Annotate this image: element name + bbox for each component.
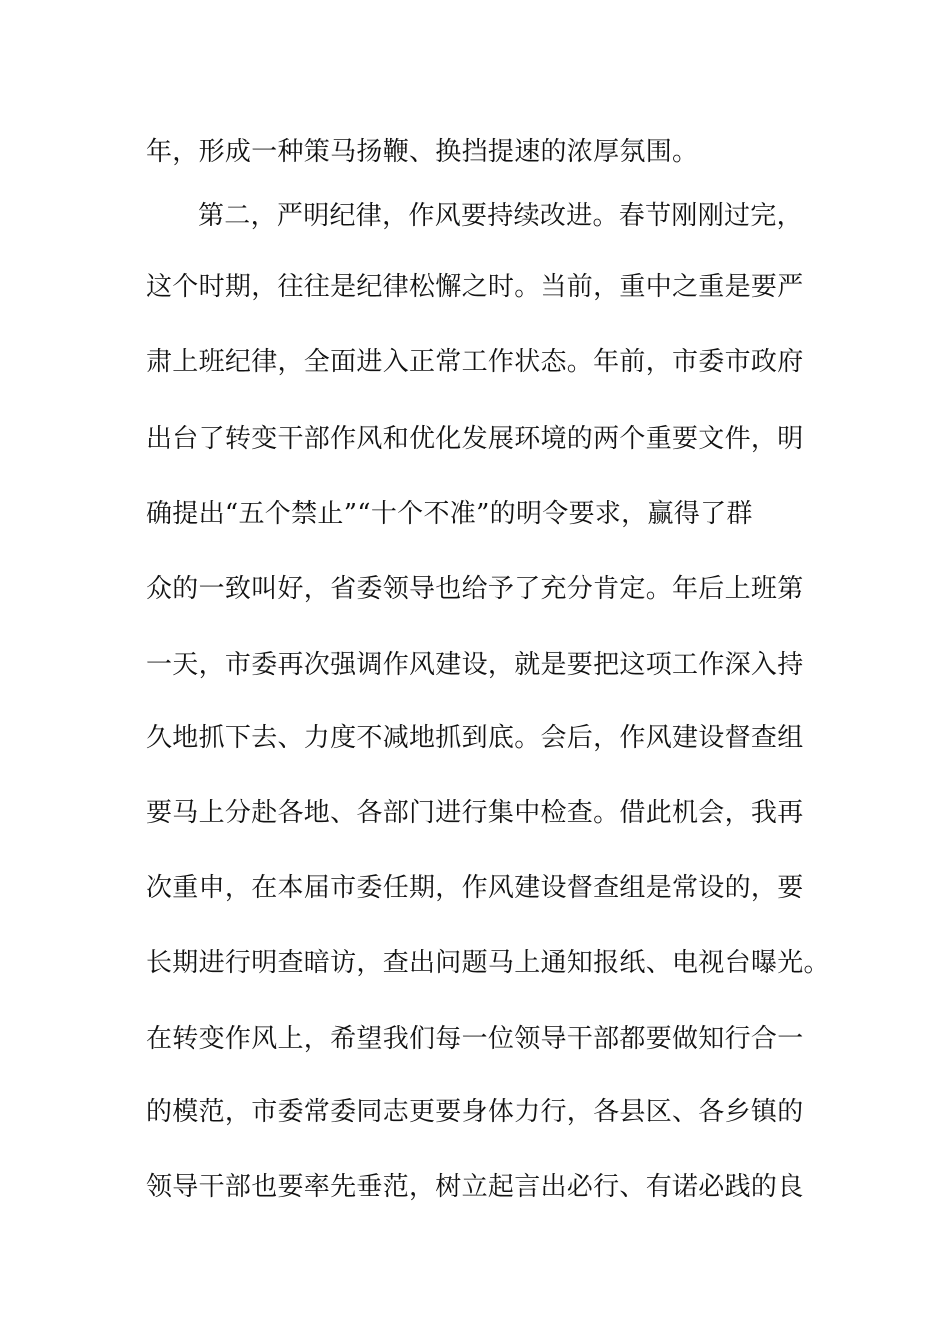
text-line: 次重申，在本届市委任期，作风建设督查组是常设的，要 bbox=[146, 873, 804, 903]
text-line: 久地抓下去、力度不减地抓到底。会后，作风建设督查组 bbox=[146, 723, 804, 753]
text-line: 领导干部也要率先垂范，树立起言出必行、有诺必践的良 bbox=[146, 1172, 804, 1202]
text-line: 的模范，市委常委同志更要身体力行，各县区、各乡镇的 bbox=[146, 1097, 804, 1127]
text-line: 一天，市委再次强调作风建设，就是要把这项工作深入持 bbox=[146, 650, 804, 680]
paragraph-first-line: 第二，严明纪律，作风要持续改进。春节刚刚过完， bbox=[198, 201, 803, 231]
text-line: 在转变作风上，希望我们每一位领导干部都要做知行合一 bbox=[146, 1024, 804, 1054]
text-line: 要马上分赴各地、各部门进行集中检查。借此机会，我再 bbox=[146, 798, 804, 828]
text-line: 这个时期，往往是纪律松懈之时。当前，重中之重是要严 bbox=[146, 272, 804, 302]
text-line: 长期进行明查暗访，查出问题马上通知报纸、电视台曝光。 bbox=[146, 948, 830, 978]
text-line: 肃上班纪律，全面进入正常工作状态。年前，市委市政府 bbox=[146, 347, 804, 377]
text-line: 确提出“五个禁止”“十个不准”的明令要求，赢得了群 bbox=[146, 499, 753, 529]
text-line: 出台了转变干部作风和优化发展环境的两个重要文件，明 bbox=[146, 424, 804, 454]
text-line: 年，形成一种策马扬鞭、换挡提速的浓厚氛围。 bbox=[146, 137, 699, 167]
text-line: 众的一致叫好，省委领导也给予了充分肯定。年后上班第 bbox=[146, 574, 804, 604]
